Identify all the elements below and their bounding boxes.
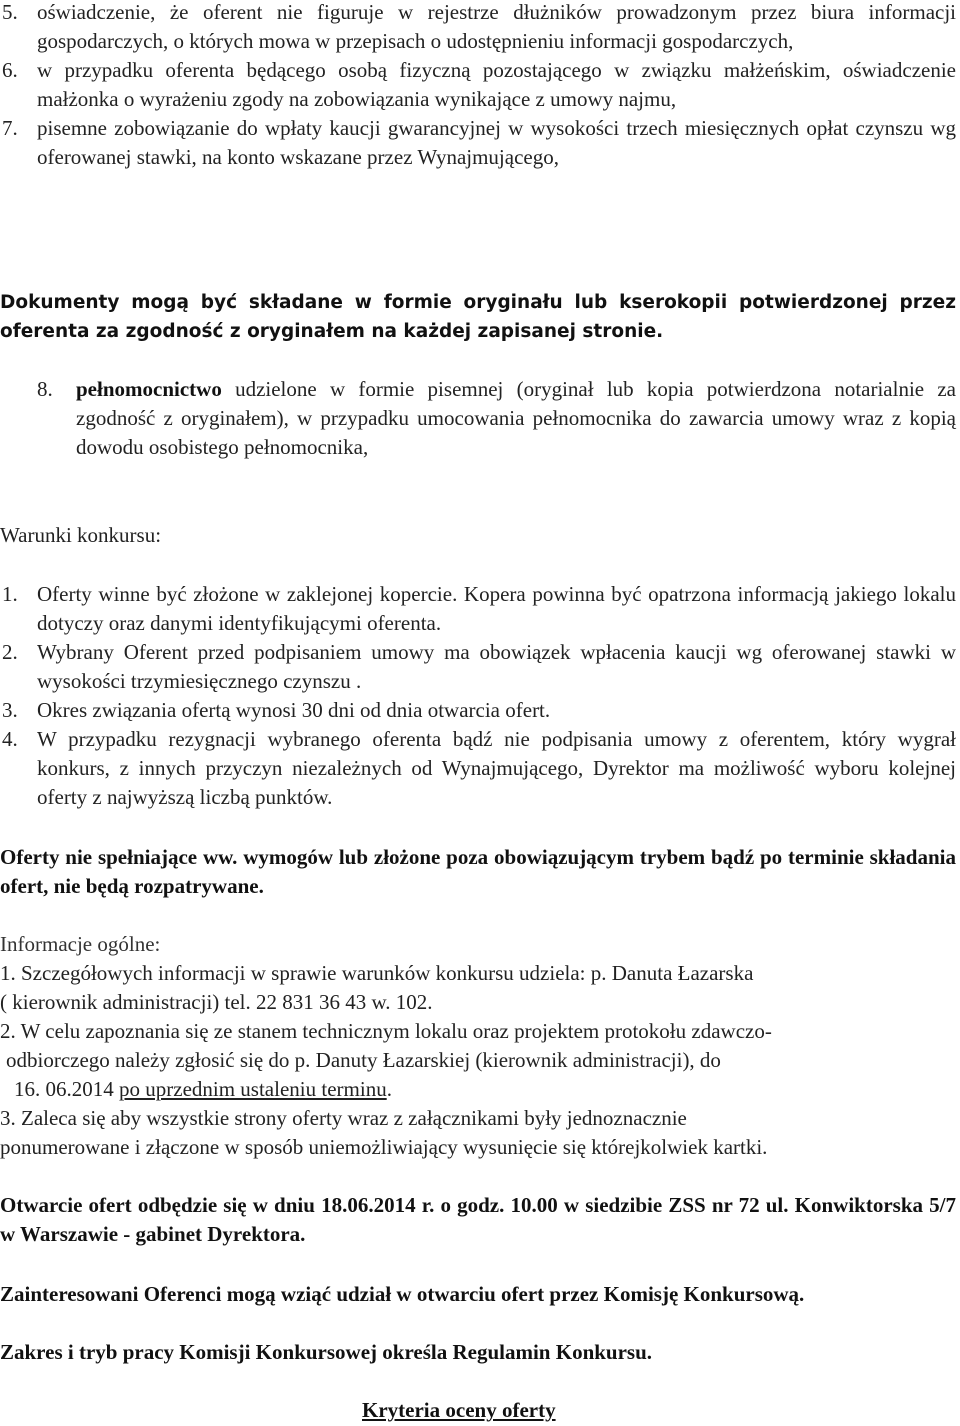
list-item bbox=[0, 580, 956, 638]
item-text: w przypadku oferenta będącego osobą fizyczną pozostającego w związku małżeńskim, oświadczenie małżonka o wyrażeniu zgody na zobowiązania wynikające z umowy najmu, bbox=[37, 58, 956, 111]
general-p2-line2: odbiorczego należy zgłosić się do p. Danuty Łazarskiej (kierownik administracji), do bbox=[6, 1048, 721, 1072]
item-number: 3. bbox=[2, 698, 18, 722]
general-p3-line1: 3. Zaleca się aby wszystkie strony oferty wraz z załącznikami były jednoznacznie bbox=[0, 1106, 687, 1130]
criteria-heading: Kryteria oceny oferty bbox=[362, 1398, 556, 1422]
list-item bbox=[0, 375, 956, 462]
item-text: udzielone w formie pisemnej (oryginał lub kopia potwierdzona notarialnie za zgodność z oryginałem), w przypadku umocowania pełnomocnika do zawarcia umowy wraz z kopią dowodu osobistego pełnomocnika, bbox=[76, 377, 956, 459]
general-p1-line1: 1. Szczegółowych informacji w sprawie warunków konkursu udziela: p. Danuta Łazarska bbox=[0, 961, 754, 985]
deadline-condition: po uprzednim ustaleniu terminu bbox=[119, 1077, 387, 1101]
list-item bbox=[0, 0, 956, 56]
general-info-heading: Informacje ogólne: bbox=[0, 932, 161, 956]
general-p2-line1: 2. W celu zapoznania się ze stanem technicznym lokalu oraz projektem protokołu zdawczo- bbox=[0, 1019, 772, 1043]
item-number: 5. bbox=[2, 0, 18, 24]
item-number: 2. bbox=[2, 640, 18, 664]
requirements-list-continued bbox=[0, 0, 956, 172]
commission-note: Zakres i tryb pracy Komisji Konkursowej określa Regulamin Konkursu. bbox=[0, 1340, 653, 1364]
item-text: Oferty winne być złożone w zaklejonej kopercie. Kopera powinna być opatrzona informacją jakiego lokalu dotyczy oraz danymi identyfikującymi oferenta. bbox=[37, 582, 956, 635]
general-p2-line3 bbox=[0, 1075, 956, 1104]
item-number: 7. bbox=[2, 116, 18, 140]
conditions-heading: Warunki konkursu: bbox=[0, 523, 162, 547]
deadline-date: 16. 06.2014 bbox=[14, 1077, 119, 1101]
item-8-block bbox=[0, 375, 956, 462]
conditions-list bbox=[0, 580, 956, 812]
item-number: 1. bbox=[2, 582, 18, 606]
general-p1-line2: ( kierownik administracji) tel. 22 831 36 43 w. 102. bbox=[0, 990, 433, 1014]
general-info-section bbox=[0, 959, 956, 1162]
list-item bbox=[0, 638, 956, 696]
item-text: Wybrany Oferent przed podpisaniem umowy ma obowiązek wpłacenia kaucji wg oferowanej stawki w wysokości trzymiesięcznego czynszu . bbox=[37, 640, 956, 693]
item-number: 4. bbox=[2, 727, 18, 751]
documents-note: Dokumenty mogą być składane w formie oryginału lub kserokopii potwierdzonej przez oferenta za zgodność z oryginałem na każdej zapisanej stronie. bbox=[0, 292, 956, 342]
item-text: oświadczenie, że oferent nie figuruje w rejestrze dłużników prowadzonym przez biura informacji gospodarczych, o których mowa w przepisach o udostępnieniu informacji gospodarczych, bbox=[37, 0, 956, 53]
item-number: 8. bbox=[37, 377, 53, 401]
list-item bbox=[0, 696, 956, 725]
item-text: pisemne zobowiązanie do wpłaty kaucji gwarancyjnej w wysokości trzech miesięcznych opłat czynszu wg oferowanej stawki, na konto wskazane przez Wynajmującego, bbox=[37, 116, 956, 169]
list-item bbox=[0, 725, 956, 812]
item-text: Okres związania ofertą wynosi 30 dni od dnia otwarcia ofert. bbox=[37, 698, 551, 722]
list-item bbox=[0, 114, 956, 172]
deadline-period: . bbox=[386, 1077, 392, 1101]
list-item bbox=[0, 56, 956, 114]
opening-note: Otwarcie ofert odbędzie się w dniu 18.06.2014 r. o godz. 10.00 w siedzibie ZSS nr 72 ul. Konwiktorska 5/7 w Warszawie - gabinet Dyrektora. bbox=[0, 1193, 956, 1246]
general-p3-line2: ponumerowane i złączone w sposób uniemożliwiający wysunięcie się którejkolwiek kartki. bbox=[0, 1135, 768, 1159]
rejection-note: Oferty nie spełniające ww. wymogów lub złożone poza obowiązującym trybem bądź po terminie składania ofert, nie będą rozpatrywane. bbox=[0, 845, 956, 898]
participation-note: Zainteresowani Oferenci mogą wziąć udział w otwarciu ofert przez Komisję Konkursową. bbox=[0, 1282, 805, 1306]
item-bold-term: pełnomocnictwo bbox=[76, 377, 222, 401]
item-number: 6. bbox=[2, 58, 18, 82]
item-text: W przypadku rezygnacji wybranego oferenta bądź nie podpisania umowy z oferentem, który wygrał konkurs, z innych przyczyn niezależnych od Wynajmującego, Dyrektor ma możliwość wyboru kolejnej oferty z najwyższą liczbą punktów. bbox=[37, 727, 956, 809]
